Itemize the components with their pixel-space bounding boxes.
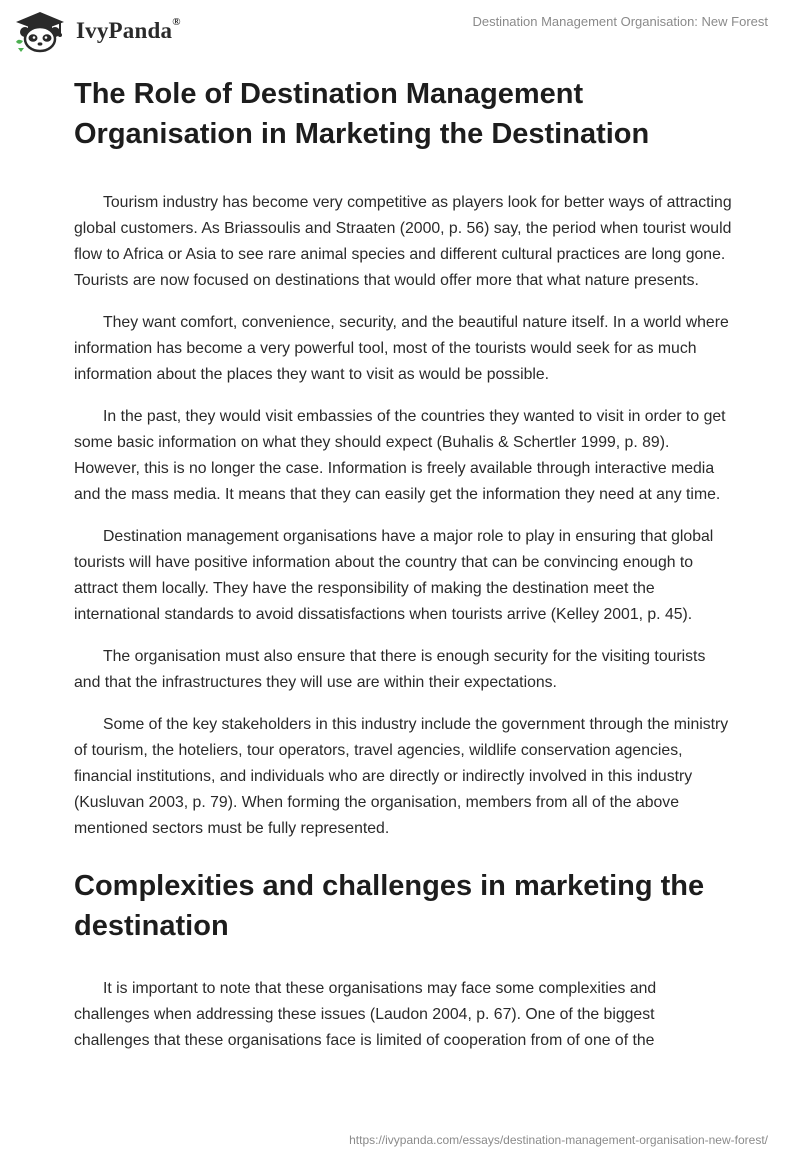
section-heading: Complexities and challenges in marketing the destination <box>74 870 705 942</box>
logo-wordmark: IvyPanda® <box>76 16 181 43</box>
article-body <box>74 70 734 1054</box>
paragraph-1: Tourism industry has become very competitive as players look for better ways of attracting global customers. As Briassoulis and Straaten (2000, p. 56) say, the period when tourist would flow to Africa or Asia to see rare animal species and different cultural practices are long gone. Tourists are now focused on destinations that would offer more that what nature presents. <box>74 194 732 289</box>
ivypanda-logo[interactable] <box>12 8 181 54</box>
section-paragraph-1: It is important to note that these organisations may face some complexities and challenges when addressing these issues (Laudon 2004, p. 67). One of the biggest challenges that these organisations face is limited of cooperation from of one of the <box>74 980 657 1049</box>
article-title: The Role of Destination Management Organisation in Marketing the Destination <box>74 78 650 150</box>
paragraph-2: They want comfort, convenience, security, and the beautiful nature itself. In a world where information has become a very powerful tool, most of the tourists would seek for as much information about the places they want to visit as would be possible. <box>74 314 729 383</box>
paragraph-5: The organisation must also ensure that there is enough security for the visiting tourists and that the infrastructures they will use are within their expectations. <box>74 648 706 691</box>
paragraph-3: In the past, they would visit embassies of the countries they wanted to visit in order to get some basic information on what they should expect (Buhalis & Schertler 1999, p. 89). However, this is no longer the case. Information is freely available through interactive media and the mass media. It means that they can easily get the information they need at any time. <box>74 408 726 503</box>
registered-mark: ® <box>172 16 181 28</box>
panda-graduation-cap-icon <box>12 8 70 54</box>
document-title: Destination Management Organisation: New Forest <box>472 14 768 29</box>
paragraph-6: Some of the key stakeholders in this industry include the government through the ministry of tourism, the hoteliers, tour operators, travel agencies, wildlife conservation agencies, financial institutions, and individuals who are directly or indirectly involved in this industry (Kusluvan 2003, p. 79). When forming the organisation, members from all of the above mentioned sectors must be fully represented. <box>74 716 729 837</box>
source-url[interactable]: https://ivypanda.com/essays/destination-management-organisation-new-forest/ <box>349 1133 768 1147</box>
page-header <box>0 0 800 60</box>
paragraph-4: Destination management organisations have a major role to play in ensuring that global tourists will have positive information about the country that can be convincing enough to attract them locally. They have the responsibility of making the destination meet the international standards to avoid dissatisfactions when tourists arrive (Kelley 2001, p. 45). <box>74 528 714 623</box>
